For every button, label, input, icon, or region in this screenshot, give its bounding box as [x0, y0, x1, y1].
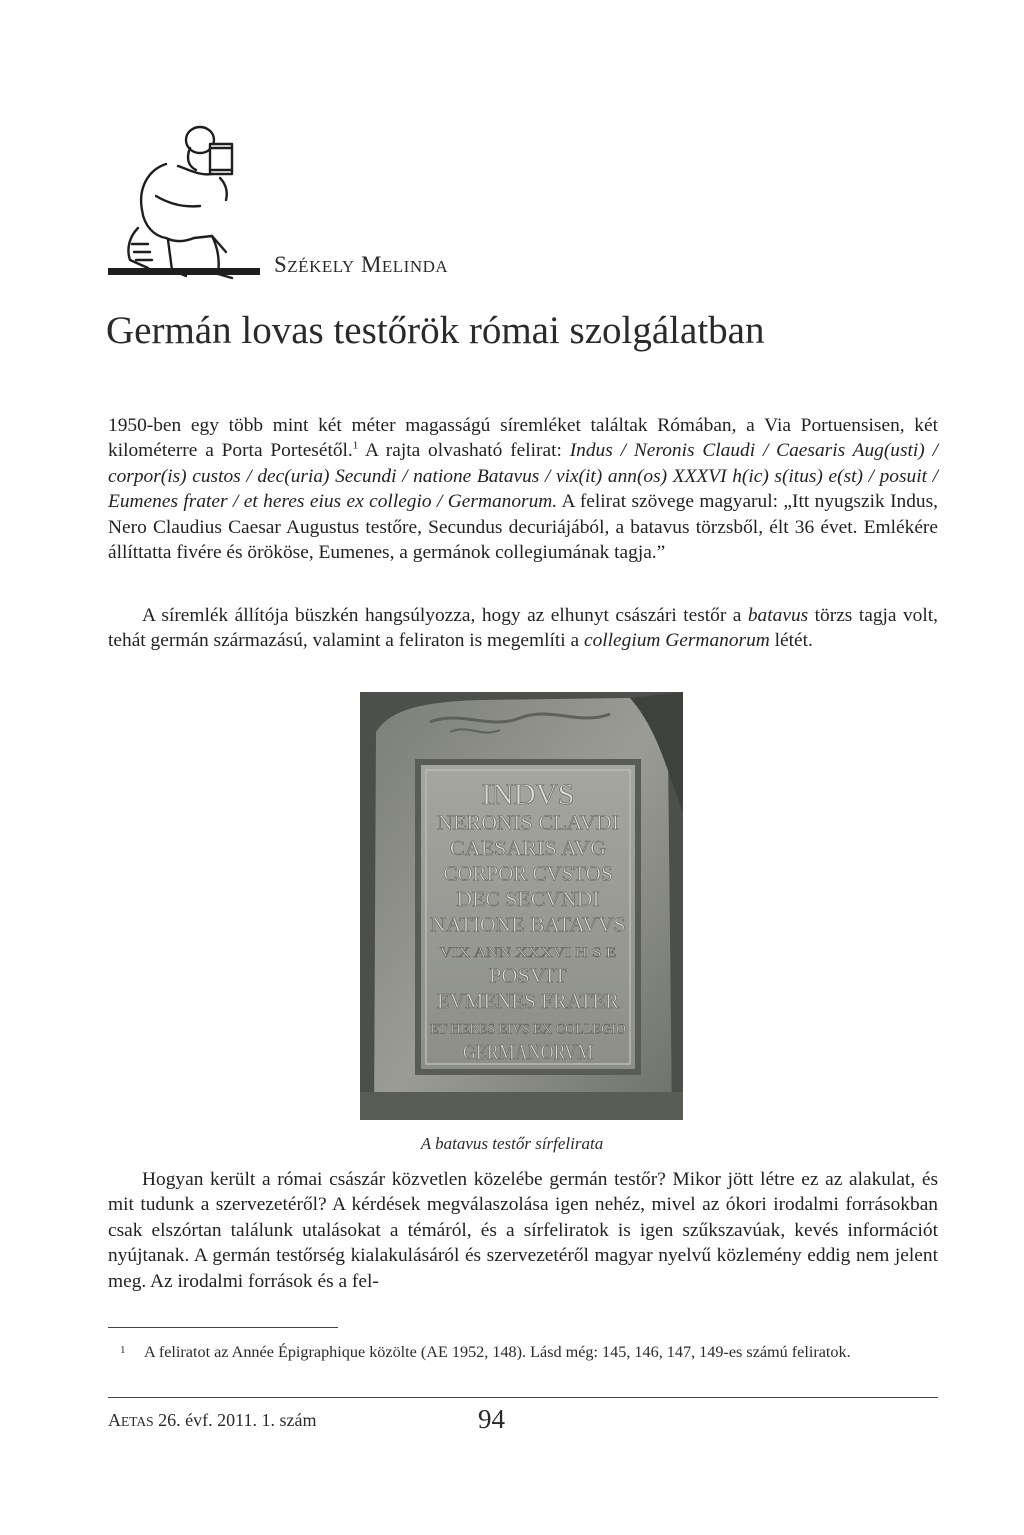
footnote: [108, 1341, 938, 1363]
inscription-line: VIX ANN XXXVI H S E: [439, 945, 617, 961]
paragraph-questions: Hogyan került a római császár közvetlen közelébe germán testőr? Mikor jött létre ez az alakulat, és mit tudunk a szervezetéről? A kérdések megválaszolása igen nehéz, mivel az ókori irodalmi forrásokban csak elszórtan találunk utalásokat a témáról, és a sírfeliratok is igen szűkszavúak, kevés információt nyújtanak. A germán testőrség kialakulásáról és szervezetéről magyar nyelvű közlemény eddig nem jelent meg. Az irodalmi források és a fel-: [108, 1169, 938, 1292]
figure-caption: A batavus testőr sírfelirata: [420, 1134, 604, 1153]
inscription-line: GERMANORVM: [462, 1040, 594, 1064]
tombstone-photo: [360, 692, 683, 1120]
footnote-ref[interactable]: 1: [352, 439, 359, 452]
reader-figure-logo: [108, 118, 260, 290]
inscription-line: CORPOR CVSTOS: [443, 861, 613, 886]
footnote-divider: [108, 1327, 338, 1328]
inscription-line: ET HERES EIVS EX COLLEGIO: [430, 1021, 627, 1038]
paragraph-intro: 1950-ben egy több mint két méter magasságú síremléket találtak Rómában, a Via Portuensisen, két kilométerre a Porta Portesétől.$^1$ A rajta olvasható felirat: Indus / Neronis Claudi / Caesaris Aug(usti) / corpor(is) custos / dec(uria) Secundi / natione Batavus / vix(it) ann(os) XXXVI h(ic) s(itus) e(st) / posuit / Eumenes frater / et heres eius ex collegio / Germanorum. A felirat szövege magyarul: „Itt nyugszik Indus, Nero Claudius Caesar Augustus testőre, Secundus decuriájából, a batavus törzsből, élt 36 évet. Emlékére állíttatta fivére és örököse, Eumenes, a germánok collegiumának tagja.”: [108, 415, 938, 564]
logo-base-bar: [108, 268, 260, 275]
inscription-line: POSVIT: [488, 963, 568, 988]
author-name: SZÉKELY MELINDA: [274, 252, 449, 277]
inscription-line: NATIONE BATAVVS: [430, 912, 626, 937]
latin-inscription-text: Indus / Neronis Claudi / Caesaris Aug(usti) / corpor(is) custos / dec(uria) Secundi / natione Batavus / vix(it) ann(os) XXXVI h(ic) s(itus) e(st) / posuit / Eumenes frater / et heres eius ex collegio / Germanorum.: [108, 440, 938, 513]
journal-info: AETAS 26. évf. 2011. 1. szám: [108, 1410, 317, 1430]
footnote-number: 1: [120, 1344, 126, 1356]
inscription-line: CAESARIS AVG: [449, 836, 607, 860]
footer-divider: [108, 1397, 938, 1398]
footnote-text: A feliratot az Année Épigraphique közölte (AE 1952, 148). Lásd még: 145, 146, 147, 149-es számú feliratok.: [144, 1343, 851, 1361]
inscription-line: DEC SECVNDI: [456, 887, 600, 911]
inscription-line: NERONIS CLAVDI: [436, 810, 620, 835]
inscription-line: EVMENES FRATER: [436, 989, 620, 1013]
paragraph-tribe: A síremlék állítója büszkén hangsúlyozza, hogy az elhunyt császári testőr a batavus törzs tagja volt, tehát germán származású, valamint a feliraton is megemlíti a collegium Germanorum létét.: [108, 605, 938, 652]
article-title: Germán lovas testőrök római szolgálatban: [106, 309, 765, 352]
inscription-line: INDVS: [481, 778, 575, 811]
page-number: 94: [478, 1404, 505, 1434]
